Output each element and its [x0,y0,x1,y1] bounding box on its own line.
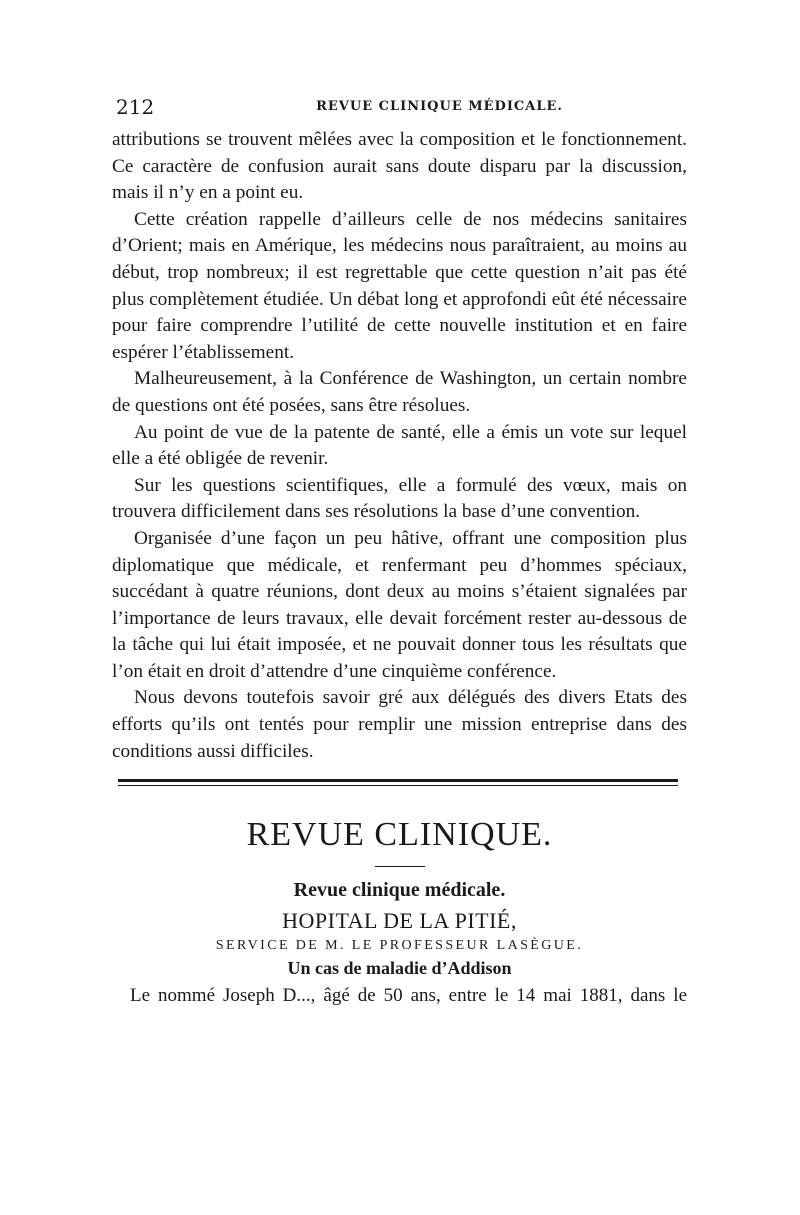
page-number: 212 [116,95,155,119]
section-divider [118,779,678,786]
title-underline [375,866,425,867]
subsection-title: Revue clinique médicale. [293,879,506,902]
paragraph: Malheureusement, à la Conférence de Washington, un certain nombre de questions ont été posées, sans être résolues. [112,368,687,416]
paragraph: Nous devons toutefois savoir gré aux délégués des divers Etats des efforts qu’ils ont tentés pour remplir une mission entreprise dans des conditions aussi difficiles. [112,687,687,762]
service-heading: SERVICE DE M. LE PROFESSEUR LASÈGUE. [215,938,584,954]
hospital-heading: HOPITAL DE LA PITIÉ, [282,908,517,934]
body-text [112,127,687,765]
running-title: REVUE CLINIQUE MÉDICALE. [316,99,563,114]
paragraph-continuation: attributions se trouvent mêlées avec la composition et le fonctionnement. Ce caractère de confusion aurait sans doute disparu par la discussion, mais il n’y en a point eu. [112,129,687,204]
paragraph: Au point de vue de la patente de santé, elle a émis un vote sur lequel elle a été obligée de revenir. [112,421,687,470]
paragraph: Organisée d’une façon un peu hâtive, offrant une composition plus diplomatique que médicale, et renfermant peu d’hommes spéciaux, succédant à quatre réunions, dont deux au moins s’étaient signalées par l’importance de leurs travaux, elle devait forcément rester au-dessous de la tâche qui lui était imposée, et ne pouvait donner tous les résultats que l’on était en droit d’attendre d’une cinquième conférence. [112,527,687,682]
case-first-line: Le nommé Joseph D..., âgé de 50 ans, entre le 14 mai 1881, dans le [130,985,687,1007]
running-head [112,95,687,119]
paragraph: Cette création rappelle d’ailleurs celle de nos médecins sanitaires d’Orient; mais en Amérique, les médecins nous paraîtraient, au moins au début, trop nombreux; il est regrettable que cette question n’ait pas été plus complètement étudiée. Un débat long et approfondi eût été nécessaire pour faire comprendre l’utilité de cette nouvelle institution et en faire espérer l’établissement. [112,208,687,363]
section-title: REVUE CLINIQUE. [246,816,553,854]
case-title: Un cas de maladie d’Addison [287,958,512,979]
paragraph: Sur les questions scientifiques, elle a formulé des vœux, mais on trouvera difficilement dans ses résolutions la base d’une convention. [112,474,687,523]
book-page [112,95,687,1007]
